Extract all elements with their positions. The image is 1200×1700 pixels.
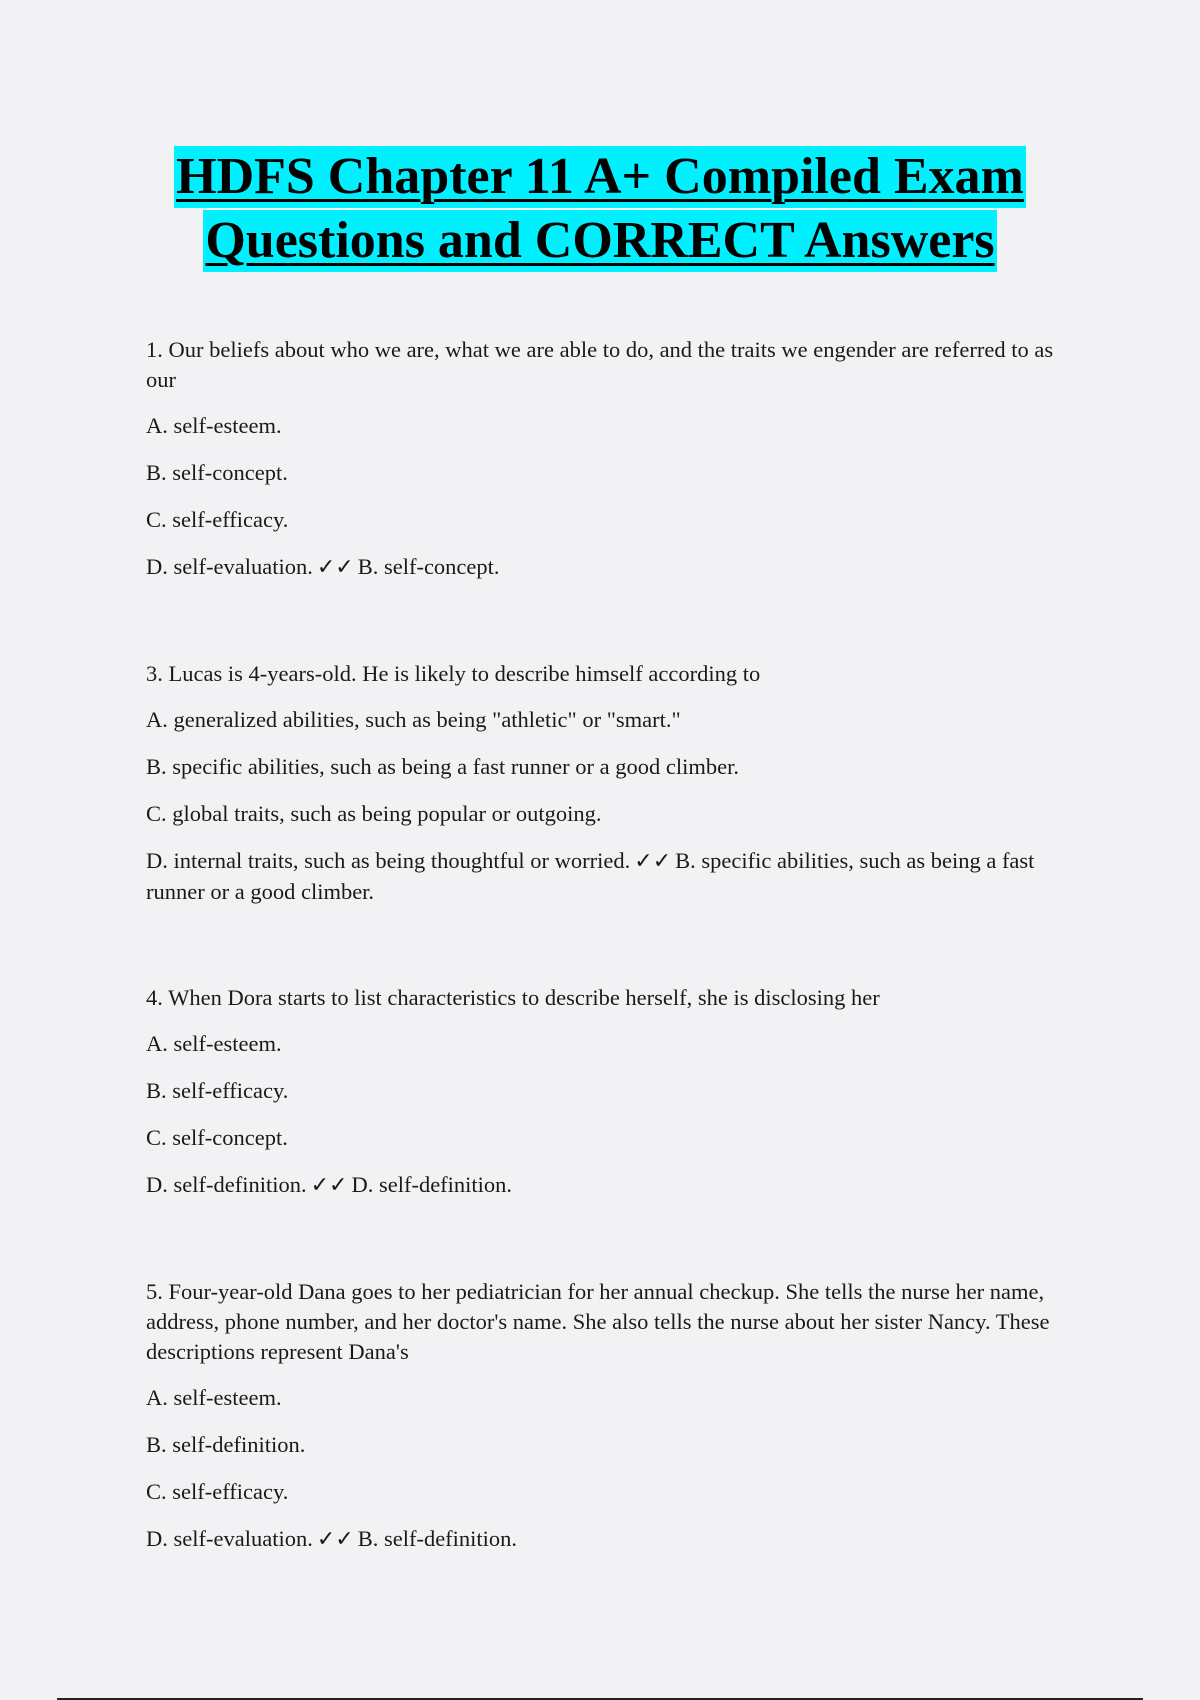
final-option-with-answer: [146, 552, 1056, 583]
correct-answer: B. specific abilities, such as being a fast runner or a good climber.: [146, 848, 1035, 904]
answer-option: B. specific abilities, such as being a fast runner or a good climber.: [146, 754, 739, 779]
answer-option: C. self-efficacy.: [146, 507, 289, 532]
final-option-with-answer: [146, 1170, 1056, 1201]
double-check-icon: ✓✓: [634, 849, 672, 874]
answer-option: D. self-evaluation.: [146, 1526, 313, 1551]
answer-option: A. self-esteem.: [146, 413, 282, 438]
correct-answer: D. self-definition.: [351, 1172, 513, 1197]
answer-option: B. self-concept.: [146, 460, 288, 485]
question-block: [146, 659, 1056, 907]
title-line-1: HDFS Chapter 11 A+ Compiled Exam: [174, 146, 1026, 208]
answer-option: A. generalized abilities, such as being "athletic" or "smart.": [146, 707, 681, 732]
question-stem: 4. When Dora starts to list characteristics to describe herself, she is disclosing her: [146, 985, 880, 1010]
document-title: [0, 146, 1200, 272]
question-stem: 3. Lucas is 4-years-old. He is likely to describe himself according to: [146, 661, 761, 686]
answer-option: C. self-efficacy.: [146, 1479, 289, 1504]
question-stem: 5. Four-year-old Dana goes to her pediatrician for her annual checkup. She tells the nurse her name, address, phone number, and her doctor's name. She also tells the nurse about her sister Nancy. These descriptions represent Dana's: [146, 1279, 1050, 1364]
answer-option: B. self-efficacy.: [146, 1078, 289, 1103]
final-option-with-answer: [146, 1524, 1056, 1555]
answer-option: B. self-definition.: [146, 1432, 306, 1457]
double-check-icon: ✓✓: [316, 555, 354, 580]
answer-option: C. global traits, such as being popular or outgoing.: [146, 801, 602, 826]
correct-answer: B. self-concept.: [357, 554, 500, 579]
answer-option: C. self-concept.: [146, 1125, 288, 1150]
answer-option: D. self-definition.: [146, 1172, 307, 1197]
double-check-icon: ✓✓: [310, 1173, 348, 1198]
answer-option: D. internal traits, such as being thoughtful or worried.: [146, 848, 631, 873]
question-stem: 1. Our beliefs about who we are, what we are able to do, and the traits we engender are referred to as our: [146, 337, 1054, 392]
correct-answer: B. self-definition.: [357, 1526, 518, 1551]
answer-option: A. self-esteem.: [146, 1031, 282, 1056]
question-block: [146, 1277, 1056, 1555]
answer-option: A. self-esteem.: [146, 1385, 282, 1410]
question-list: [146, 335, 1056, 1631]
question-block: [146, 335, 1056, 583]
double-check-icon: ✓✓: [316, 1527, 354, 1552]
answer-option: D. self-evaluation.: [146, 554, 313, 579]
final-option-with-answer: [146, 846, 1056, 907]
question-block: [146, 983, 1056, 1201]
title-line-2: Questions and CORRECT Answers: [203, 210, 996, 272]
